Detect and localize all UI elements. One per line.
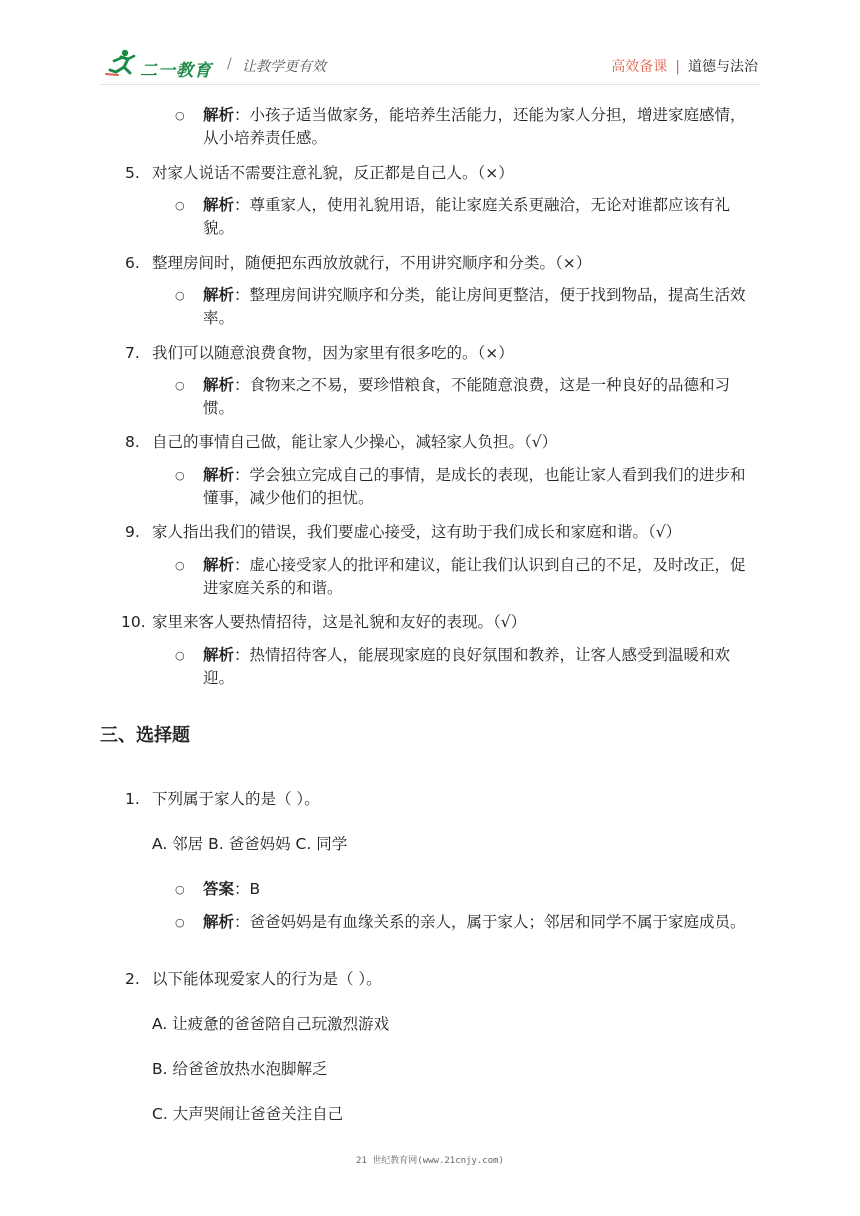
bullet-icon: ○ [175,649,185,662]
header-rule [100,84,760,85]
item-text: 家里来客人要热情招待，这是礼貌和友好的表现。（√） [152,613,527,631]
analysis-body: ：食物来之不易，要珍惜粮食，不能随意浪费，这是一种良好的品德和习惯。 [203,376,731,417]
option-c: C. 大声哭闹让爸爸关注自己 [152,1105,344,1123]
analysis-label: 解析 [203,646,235,664]
item-number: 6. [125,254,140,272]
bullet-icon: ○ [175,379,185,392]
analysis-label: 解析 [203,376,235,394]
analysis-body: ：虚心接受家人的批评和建议，能让我们认识到自己的不足，及时改正，促进家庭关系的和谐。 [203,556,746,597]
item-text: 自己的事情自己做，能让家人少操心，减轻家人负担。（√） [152,433,558,451]
analysis-label: 解析 [203,196,235,214]
header-divider: | [675,59,680,75]
question-text: 下列属于家人的是（ ）。 [152,790,320,808]
analysis-text [203,284,761,330]
analysis-label: 解析 [203,286,235,304]
analysis-body: ：小孩子适当做家务，能培养生活能力，还能为家人分担，增进家庭感情，从小培养责任感。 [203,106,746,147]
item-text: 对家人说话不需要注意礼貌，反正都是自己人。（×） [152,164,514,182]
header-subject: 道德与法治 [688,59,758,75]
analysis-label: 解析 [203,556,235,574]
option-b: B. 给爸爸放热水泡脚解乏 [152,1060,328,1078]
header-tag-label: 高效备课 [611,59,668,75]
section-heading: 三、选择题 [100,725,190,746]
analysis-text [203,194,761,240]
analysis-text [203,104,761,150]
bullet-icon: ○ [175,916,185,929]
analysis-body: ：热情招待客人，能展现家庭的良好氛围和教养，让客人感受到温暖和欢迎。 [203,646,731,687]
analysis-text [203,554,761,600]
header-tags [611,56,758,76]
page-footer: 21 世纪教育网(www.21cnjy.com) [356,1156,504,1166]
analysis-body: ：学会独立完成自己的事情，是成长的表现，也能让家人看到我们的进步和懂事，减少他们的担忧。 [203,466,746,507]
analysis-text [203,911,761,934]
bullet-icon: ○ [175,289,185,302]
item-number: 7. [125,344,140,362]
slogan: 让教学更有效 [242,59,326,75]
logo-text: 二一教育 [140,61,212,81]
item-number: 9. [125,523,140,541]
analysis-text [203,644,761,690]
slogan-separator: / [227,56,232,72]
bullet-icon: ○ [175,559,185,572]
answer-value: ：B [234,880,261,898]
analysis-text [203,374,761,420]
analysis-label: 解析 [203,106,235,124]
option-a: A. 让疲惫的爸爸陪自己玩激烈游戏 [152,1015,390,1033]
question-number: 2. [125,970,140,988]
question-number: 1. [125,790,140,808]
item-text: 家人指出我们的错误，我们要虚心接受，这有助于我们成长和家庭和谐。（√） [152,523,682,541]
bullet-icon: ○ [175,883,185,896]
analysis-label: 解析 [203,466,235,484]
bullet-icon: ○ [175,109,185,122]
item-number: 5. [125,164,140,182]
question-text: 以下能体现爱家人的行为是（ ）。 [152,970,382,988]
item-number: 8. [125,433,140,451]
item-text: 我们可以随意浪费食物，因为家里有很多吃的。（×） [152,344,514,362]
item-number: 10. [121,613,146,631]
bullet-icon: ○ [175,469,185,482]
answer-label: 答案 [203,880,235,898]
analysis-body: ：爸爸妈妈是有血缘关系的亲人，属于家人；邻居和同学不属于家庭成员。 [234,913,746,931]
item-text: 整理房间时，随便把东西放放就行，不用讲究顺序和分类。（×） [152,254,592,272]
logo [100,46,220,82]
analysis-text [203,464,761,510]
analysis-body: ：整理房间讲究顺序和分类，能让房间更整洁，便于找到物品，提高生活效率。 [203,286,746,327]
answer-text [203,878,761,901]
page-header [0,0,860,92]
question-options: A. 邻居 B. 爸爸妈妈 C. 同学 [152,835,348,853]
analysis-body: ：尊重家人，使用礼貌用语，能让家庭关系更融洽，无论对谁都应该有礼貌。 [203,196,731,237]
bullet-icon: ○ [175,199,185,212]
runner-logo-icon [104,48,138,78]
analysis-label: 解析 [203,913,235,931]
